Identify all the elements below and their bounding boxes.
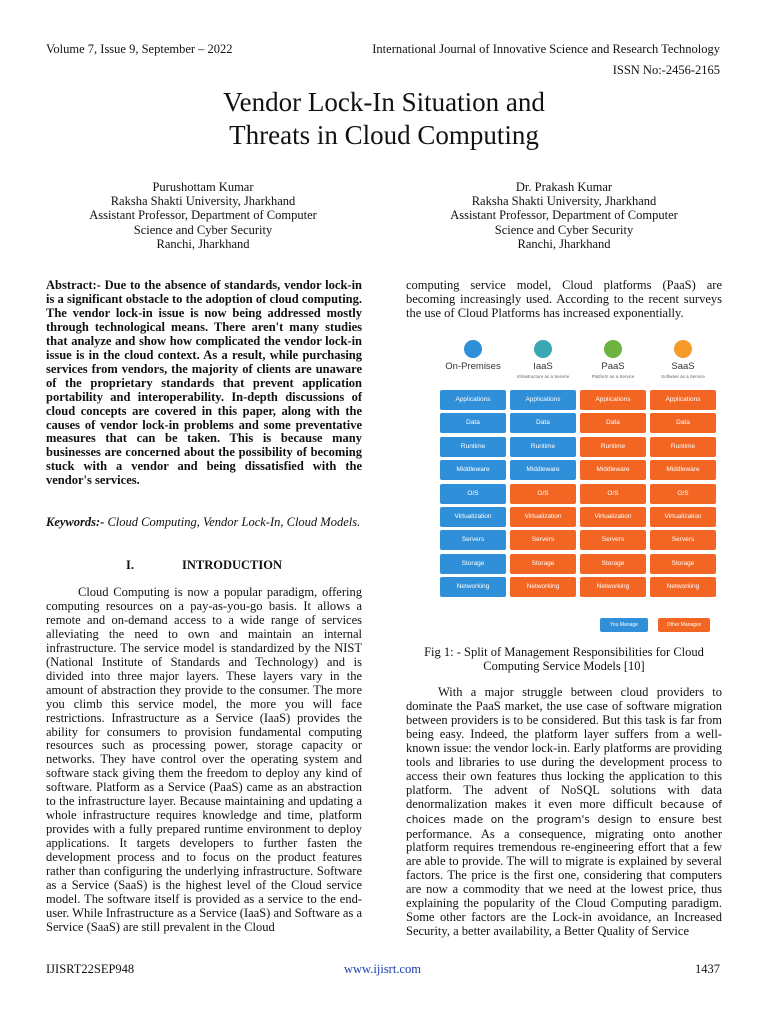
service-model-name: SaaS — [671, 361, 695, 372]
layer-cell: Storage — [580, 554, 646, 574]
service-model-subtitle: Software as a Service — [661, 374, 705, 379]
service-model-name: On-Premises — [445, 361, 501, 372]
layer-cell: Storage — [440, 554, 506, 574]
service-model-icon — [534, 340, 552, 358]
layer-cell: Middleware — [510, 460, 576, 480]
footer-page-number: 1437 — [695, 962, 720, 976]
author-location: Ranchi, Jharkhand — [156, 236, 250, 251]
layer-cell: Data — [580, 413, 646, 433]
figure-caption — [406, 645, 722, 673]
right-paragraph-part-1: With a major struggle between cloud providers to dominate the PaaS market, the use case of software migration between providers is to be considered. But this task is far from being easy. Indeed, the platform layer suffers from a well-known issue: the vendor lock-in. Early platforms are providing tools and libraries to use during the development process to access their own features thus locking the application to this platform. The advent of NoSQL solutions with data denormalization makes it even more difficult — [406, 685, 722, 811]
journal-name: International Journal of Innovative Science and Research Technology — [372, 42, 720, 56]
keywords-label: Keywords:- — [46, 515, 105, 529]
keywords-text: Cloud Computing, Vendor Lock-In, Cloud Models. — [107, 515, 361, 529]
section-title: INTRODUCTION — [181, 558, 282, 572]
layer-cell: Middleware — [650, 460, 716, 480]
layer-cell: Runtime — [510, 437, 576, 457]
abstract — [46, 279, 362, 488]
layer-cell: Networking — [580, 577, 646, 597]
layer-cell: Runtime — [650, 437, 716, 457]
service-model-icon — [674, 340, 692, 358]
footer-website-link[interactable]: www.ijisrt.com — [344, 962, 421, 976]
author-position: Assistant Professor, Department of Computer — [450, 208, 678, 223]
layer-cell: Virtualization — [510, 507, 576, 527]
layer-cell: Networking — [650, 577, 716, 597]
service-model-icon — [604, 340, 622, 358]
right-paragraph-part-2: because of choices made on the program's design to ensure — [406, 798, 723, 826]
layer-cell: Servers — [580, 530, 646, 550]
layer-cell: Data — [650, 413, 716, 433]
abstract-text: Abstract:- Due to the absence of standards, vendor lock-in is a significant obstacle to the adoption of cloud computing. The vendor lock-in issue is now being addressed mostly through technological means. There aren't many studies that analyze and show how complicated the vendor lock-in issue is in the cloud context. As a result, while purchasing services from vendors, the majority of clients are unaware of the proprietary standards that prevent application portability and interoperability. In-depth discussions of cloud concepts are covered in this paper, along with the causes of vendor lock-in problems and some preventative measures that can be taken. This is because many businesses are concerned about the possibility of becoming stuck with a vendor and being dissatisfied with the vendor's services. — [46, 278, 362, 488]
layer-cell: Storage — [650, 554, 716, 574]
author-block-1 — [53, 180, 353, 251]
section-number: I. — [125, 558, 134, 572]
layer-cell: Networking — [510, 577, 576, 597]
issn: ISSN No:-2456-2165 — [612, 63, 720, 77]
author-block-2 — [414, 180, 714, 251]
layer-cell: Networking — [440, 577, 506, 597]
author-affiliation: Raksha Shakti University, Jharkhand — [110, 194, 296, 209]
service-model-figure — [436, 334, 718, 638]
layer-cell: O/S — [510, 484, 576, 504]
author-position: Assistant Professor, Department of Computer — [89, 208, 317, 223]
layer-cell: Virtualization — [650, 507, 716, 527]
service-model-icon — [464, 340, 482, 358]
right-paragraph-part-3: best performance. As a consequence, migrating onto another platform requires tremendous re-engineering effort that a few are able to provide. The will to migrate is explained by several factors. The price is the first one, considering that computers are now a commodity that we need at the lowest price, thus explaining the popularity of the Cloud Computing paradigm. Some other factors are the Lock-in avoidance, an Increased Security, a better availability, a Better Quality of Service — [406, 811, 722, 939]
author-location: Ranchi, Jharkhand — [517, 236, 611, 251]
legend-you-manage: You Manage — [600, 618, 648, 632]
layer-cell: Servers — [650, 530, 716, 550]
author-department: Science and Cyber Security — [494, 222, 634, 237]
layer-cell: Data — [510, 413, 576, 433]
introduction-body — [46, 586, 362, 935]
intro-paragraph: Cloud Computing is now a popular paradigm, offering computing resources on a pay-as-you-go basis. It allows a remote and on-demand access to a wide range of services alleviating the need to own and maintain an internal infrastructure. The service model is standardized by the NIST (National Institute of Standards and Technology) and is divided into three major layers. These layers vary in the amount of abstraction they provide to the consumer. The more you climb this service model, the more you will face restrictions. Infrastructure as a Service (IaaS) provides the ability for consumers to provision fundamental computing resources such as processing power, storage capacity or networks. They have control over the operating system and software stack giving them the freedom to deploy any kind of software. Platform as a Service (PaaS) came as an abstraction to the infrastructure layer. Because maintaining and updating a whole infrastructure requires knowledge and time, platform provides with a fully prepared runtime environment to deploy applications. It targets developers to further fasten the development process and to focus on the product features rather than configuring the underlying infrastructure. Software as a Service (SaaS) is the highest level of the Cloud service model. The software itself is provided as a service to the end-user. While Infrastructure as a Service (IaaS) and Software as a Service (SaaS) are still prevalent in the Cloud — [46, 585, 362, 934]
right-column-body — [406, 686, 722, 939]
layer-cell: Applications — [510, 390, 576, 410]
layer-cell: Middleware — [440, 460, 506, 480]
caption-line-1: Fig 1: - Split of Management Responsibilities for Cloud — [424, 645, 704, 659]
author-name: Purushottam Kumar — [152, 180, 254, 194]
service-model-subtitle: Infrastructure as a Service — [516, 374, 570, 379]
layer-cell: Data — [440, 413, 506, 433]
paper-title — [0, 86, 768, 152]
layer-cell: Storage — [510, 554, 576, 574]
volume-info: Volume 7, Issue 9, September – 2022 — [46, 42, 233, 56]
right-column-top — [406, 279, 722, 321]
legend-other-manages: Other Manages — [658, 618, 710, 632]
section-heading — [46, 558, 362, 573]
caption-line-2: Computing Service Models [10] — [483, 659, 645, 673]
layer-cell: Middleware — [580, 460, 646, 480]
layer-cell: Applications — [440, 390, 506, 410]
author-name: Dr. Prakash Kumar — [515, 180, 613, 194]
layer-cell: Virtualization — [440, 507, 506, 527]
layer-cell: Servers — [440, 530, 506, 550]
service-model-name: PaaS — [601, 361, 625, 372]
right-top-paragraph: computing service model, Cloud platforms (PaaS) are becoming increasingly used. According to the recent surveys the use of Cloud Platforms has increased exponentially. — [406, 278, 722, 320]
service-model-subtitle: Platform as a Service — [591, 374, 635, 379]
layer-cell: Virtualization — [580, 507, 646, 527]
title-line-1: Vendor Lock-In Situation and — [223, 87, 545, 117]
author-affiliation: Raksha Shakti University, Jharkhand — [471, 194, 657, 209]
layer-cell: Applications — [580, 390, 646, 410]
footer-paper-id: IJISRT22SEP948 — [46, 962, 135, 976]
service-model-name: IaaS — [533, 361, 553, 372]
layer-cell: Applications — [650, 390, 716, 410]
layer-cell: Runtime — [440, 437, 506, 457]
layer-cell: Runtime — [580, 437, 646, 457]
keywords — [46, 516, 362, 530]
layer-cell: O/S — [580, 484, 646, 504]
layer-cell: O/S — [440, 484, 506, 504]
layer-cell: O/S — [650, 484, 716, 504]
author-department: Science and Cyber Security — [133, 222, 273, 237]
title-line-2: Threats in Cloud Computing — [229, 120, 539, 150]
layer-cell: Servers — [510, 530, 576, 550]
right-paragraph — [406, 686, 722, 939]
